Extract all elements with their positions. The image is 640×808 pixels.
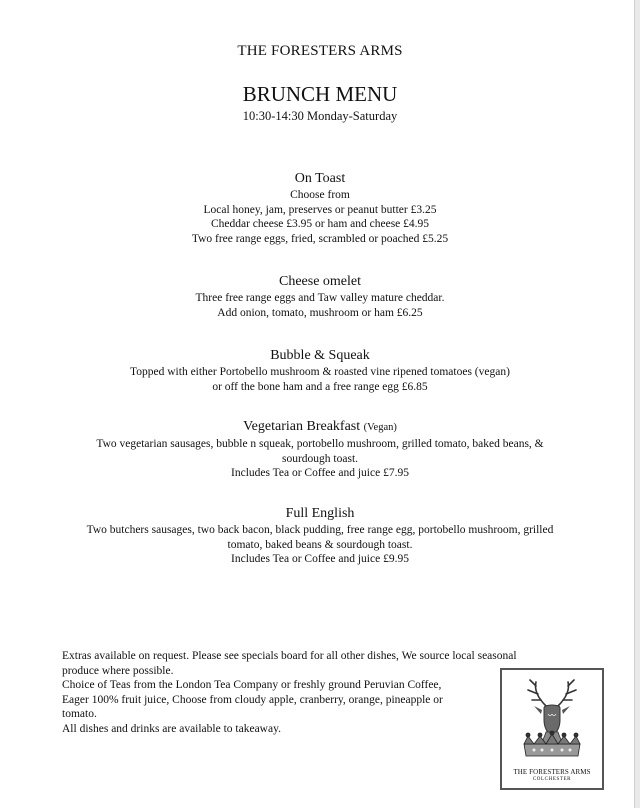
menu-line: Topped with either Portobello mushroom & roasted vine ripened tomatoes (vegan) [130,366,510,378]
menu-line: Cheddar cheese £3.95 or ham and cheese £4.95 [210,218,430,230]
footer-line: Choice of Teas from the London Tea Company or freshly ground Peruvian Coffee, [62,679,442,691]
footer-notes [62,649,562,736]
footer-line: produce where possible. [62,664,174,677]
section-on-toast [0,169,640,246]
footer-line: tomato. [62,708,97,720]
pub-logo [500,668,604,790]
logo-name: THE FORESTERS ARMS [513,768,591,776]
pub-name: THE FORESTERS ARMS [237,43,403,59]
section-title-text: Vegetarian Breakfast [243,419,361,434]
section-title: On Toast [294,171,346,186]
menu-line: Choose from [290,189,350,201]
menu-line: Add onion, tomato, mushroom or ham £6.25 [217,306,423,319]
section-full-english [0,504,640,567]
menu-line: or off the bone ham and a free range egg £6.85 [212,380,428,393]
menu-line: Two vegetarian sausages, bubble n squeak, portobello mushroom, grilled tomato, baked beans, & [96,438,544,450]
footer-line: Eager 100% fruit juice, Choose from cloudy apple, cranberry, orange, pineapple or [62,693,443,706]
section-title: Cheese omelet [278,274,362,289]
section-bubble-squeak [0,346,640,394]
menu-title: BRUNCH MENU [242,82,398,106]
menu-line: Includes Tea or Coffee and juice £7.95 [231,467,409,479]
section-vegetarian-breakfast [0,417,640,481]
menu-line: Local honey, jam, preserves or peanut butter £3.25 [203,203,437,216]
footer-line: Extras available on request. Please see specials board for all other dishes, We source local seasonal [62,650,517,662]
menu-line: Includes Tea or Coffee and juice £9.95 [231,553,409,565]
menu-line: Two free range eggs, fried, scrambled or poached £5.25 [191,232,449,245]
menu-line: Three free range eggs and Taw valley mature cheddar. [195,292,445,304]
menu-line: sourdough toast. [281,452,359,465]
section-cheese-omelet [0,272,640,320]
section-title-suffix: (Vegan) [363,422,397,433]
logo-town: COLCHESTER [532,777,572,782]
menu-line: tomato, baked beans & sourdough toast. [227,538,413,551]
section-title: Full English [285,506,355,521]
stag-crown-logo-icon [508,676,596,764]
section-title: Bubble & Squeak [270,348,370,363]
section-title [0,417,640,437]
opening-hours: 10:30-14:30 Monday-Saturday [242,109,398,123]
footer-line: All dishes and drinks are available to takeaway. [62,722,281,735]
menu-line: Two butchers sausages, two back bacon, black pudding, free range egg, portobello mushroom, grilled [86,524,554,536]
